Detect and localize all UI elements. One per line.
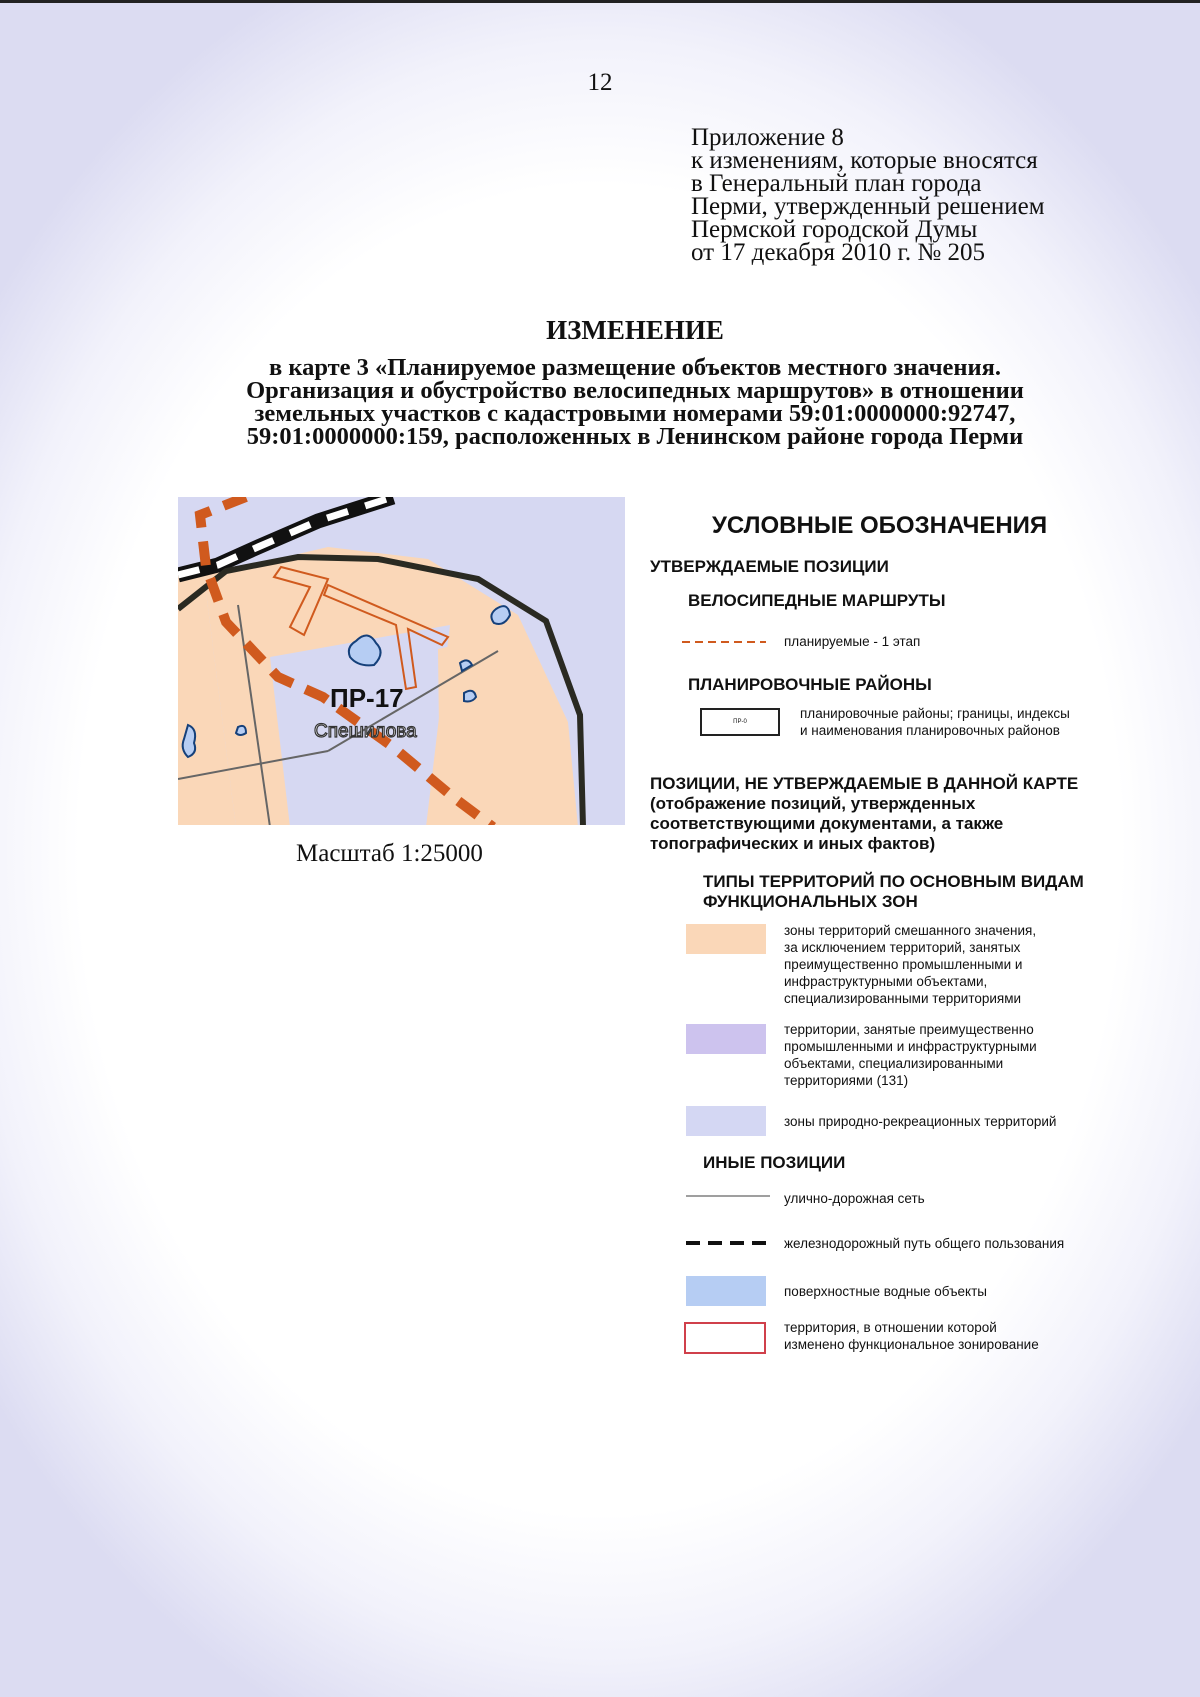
subtitle-line: земельных участков с кадастровыми номерами 59:01:0000000:92747, [254, 400, 1016, 427]
district-code-label: ПР-17 [330, 683, 404, 713]
legend-line: территория, в отношении которой [784, 1320, 997, 1335]
legend-line: и наименования планировочных районов [800, 723, 1060, 738]
document-title: ИЗМЕНЕНИЕ [546, 315, 724, 345]
legend-line: топографических и иных фактов) [650, 834, 936, 853]
document-subtitle [150, 356, 1120, 448]
changed-territory-swatch [684, 1322, 766, 1354]
appendix-line: в Генеральный план города [691, 170, 982, 197]
bike-route-swatch [682, 636, 766, 648]
water-body [464, 691, 476, 702]
legend-line: объектами, специализированными [784, 1056, 1004, 1071]
water-body [236, 726, 246, 735]
legend-railway-text: железнодорожный путь общего пользования [784, 1236, 1065, 1251]
appendix-line: от 17 декабря 2010 г. № 205 [691, 239, 986, 266]
district-name-label: Спешилова [314, 721, 417, 742]
legend-line: ТИПЫ ТЕРРИТОРИЙ ПО ОСНОВНЫМ ВИДАМ [703, 872, 1084, 891]
appendix-line: Пермской городской Думы [691, 216, 978, 243]
legend-approved-heading: УТВЕРЖДАЕМЫЕ ПОЗИЦИИ [650, 557, 889, 576]
map-scale: Масштаб 1:25000 [296, 840, 483, 867]
subtitle-line: Организация и обустройство велосипедных маршрутов» в отношении [246, 377, 1024, 404]
legend-line: зоны территорий смешанного значения, [784, 923, 1037, 938]
legend-line: преимущественно промышленными и [784, 957, 1023, 972]
legend-line: территориями (131) [784, 1073, 909, 1088]
legend-line: за исключением территорий, занятых [784, 940, 1021, 955]
road-swatch [686, 1193, 770, 1199]
legend-line: изменено функциональное зонирование [784, 1337, 1039, 1352]
appendix-line: к изменениям, которые вносятся [691, 147, 1038, 174]
appendix-note [691, 126, 1045, 264]
industrial-zone-swatch [686, 1024, 766, 1054]
legend-line: планировочные районы; границы, индексы [800, 706, 1070, 721]
legend-line: территории, занятые преимущественно [784, 1022, 1034, 1037]
railway-swatch [686, 1239, 770, 1247]
legend-districts-heading: ПЛАНИРОВОЧНЫЕ РАЙОНЫ [688, 675, 932, 694]
map-svg [178, 497, 625, 825]
district-swatch [700, 708, 780, 736]
legend-line: специализированными территориями [784, 991, 1022, 1006]
legend-line: (отображение позиций, утвержденных [650, 794, 976, 813]
recreation-zone-swatch [686, 1106, 766, 1136]
legend-line: ПОЗИЦИИ, НЕ УТВЕРЖДАЕМЫЕ В ДАННОЙ КАРТЕ [650, 774, 1079, 793]
legend-line: промышленными и инфраструктурными [784, 1039, 1037, 1054]
legend-title: УСЛОВНЫЕ ОБОЗНАЧЕНИЯ [712, 512, 1048, 539]
legend-water-text: поверхностные водные объекты [784, 1284, 987, 1299]
legend-changed-text [784, 1319, 1039, 1353]
district-swatch-label: ПР-0 [733, 719, 747, 725]
legend-bike-planned: планируемые - 1 этап [784, 634, 921, 649]
legend-mixed-zone-text [784, 922, 1036, 1007]
appendix-line: Перми, утвержденный решением [691, 193, 1045, 220]
subtitle-line: 59:01:0000000:159, расположенных в Ленинском районе города Перми [246, 423, 1024, 450]
water-swatch [686, 1276, 766, 1306]
legend-roads-text: улично-дорожная сеть [784, 1191, 925, 1206]
legend-districts-text [800, 705, 1070, 739]
legend-not-approved-heading [650, 774, 1078, 854]
legend-zones-heading [703, 872, 1084, 912]
legend-bike-heading: ВЕЛОСИПЕДНЫЕ МАРШРУТЫ [688, 591, 946, 610]
mixed-zone-area [438, 633, 536, 815]
mixed-zone-swatch [686, 924, 766, 954]
legend-industrial-zone-text [784, 1021, 1037, 1089]
legend-line: соответствующими документами, а также [650, 814, 1004, 833]
page-number: 12 [587, 69, 613, 96]
map-fragment [178, 497, 625, 825]
appendix-line: Приложение 8 [691, 124, 844, 151]
legend-line: ФУНКЦИОНАЛЬНЫХ ЗОН [703, 892, 918, 911]
legend-other-heading: ИНЫЕ ПОЗИЦИИ [703, 1153, 846, 1172]
subtitle-line: в карте 3 «Планируемое размещение объектов местного значения. [268, 354, 1002, 381]
legend-line: инфраструктурными объектами, [784, 974, 988, 989]
legend-recreation-zone-text: зоны природно-рекреационных территорий [784, 1114, 1057, 1129]
